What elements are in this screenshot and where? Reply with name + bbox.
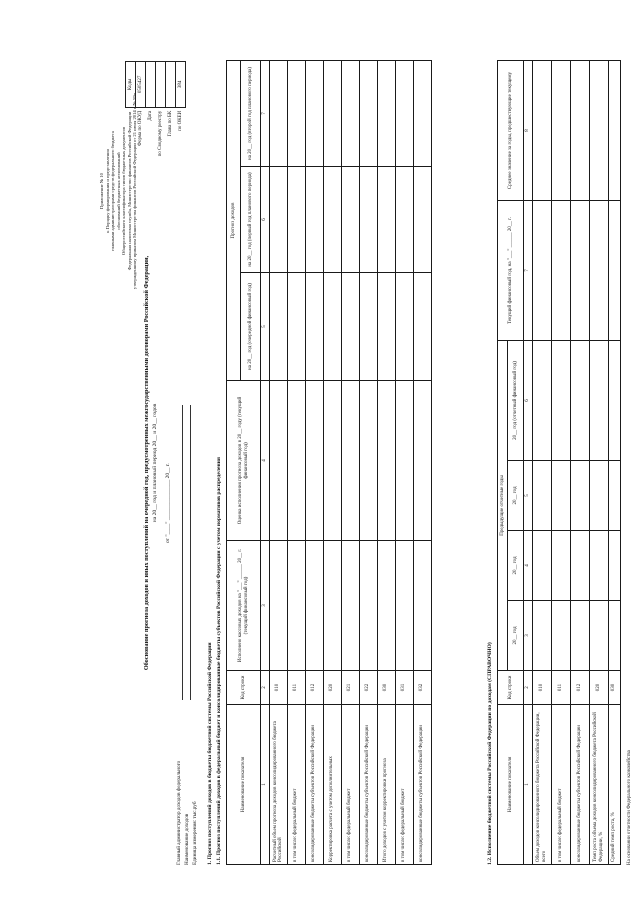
table-row	[287, 61, 305, 865]
value-cell[interactable]	[589, 341, 608, 461]
value-cell[interactable]	[305, 381, 323, 541]
value-cell[interactable]	[395, 61, 413, 167]
value-cell[interactable]	[323, 541, 341, 671]
row-name: в том числе: федеральный бюджет	[395, 705, 413, 865]
value-cell[interactable]	[341, 167, 359, 273]
col-header-name: Наименование показателя	[227, 705, 261, 865]
row-name: Объем доходов консолидированного бюджета Российской Федерации, всего	[532, 705, 551, 865]
row-name: консолидированные бюджеты субъектов Российской Федерации	[359, 705, 377, 865]
table-row	[359, 61, 377, 865]
col-header-forecast: Прогноз доходов	[227, 61, 241, 381]
col-number: 8	[524, 61, 533, 201]
value-cell[interactable]	[341, 541, 359, 671]
col-number: 2	[524, 671, 533, 705]
table-row	[377, 61, 395, 865]
value-cell[interactable]	[532, 61, 551, 201]
value-cell[interactable]	[377, 541, 395, 671]
header-note-line: Федеральная налоговая служба, Министерство финансов Российской Федерации	[126, 111, 132, 271]
value-cell[interactable]	[323, 381, 341, 541]
col-number: 5	[261, 273, 270, 381]
value-cell[interactable]	[551, 61, 570, 201]
row-code: 020	[589, 671, 608, 705]
value-cell[interactable]	[589, 201, 608, 341]
row-name: Корректировка расчета с учетом дополнительных	[323, 705, 341, 865]
value-cell[interactable]	[589, 61, 608, 201]
row-code: 011	[551, 671, 570, 705]
meta-admin-label: Главный администратор доходов федерального	[176, 760, 183, 865]
col-header-year-1: на 20__ год (очередной финансовый год)	[241, 273, 261, 381]
value-cell[interactable]	[377, 273, 395, 381]
col-header-year-3: на 20__ год (второй год планового периода)	[241, 61, 261, 167]
execution-table	[497, 60, 621, 865]
table-row	[608, 61, 620, 865]
value-cell[interactable]	[305, 541, 323, 671]
value-cell[interactable]	[551, 531, 570, 601]
col-number: 7	[261, 61, 270, 167]
row-code: 010	[269, 671, 287, 705]
value-cell[interactable]	[413, 381, 431, 541]
header-note-line: Общероссийского классификатора типов бюджетных документов	[121, 126, 126, 256]
col-number: 6	[524, 341, 533, 461]
row-name: Темп роста объема доходов консолидированного бюджета Российской Федерации, %	[589, 705, 608, 865]
code-value: 384	[176, 62, 186, 108]
value-cell[interactable]	[359, 167, 377, 273]
value-cell[interactable]	[570, 201, 589, 341]
code-label: Глава по БК	[167, 110, 173, 137]
value-cell[interactable]	[608, 461, 620, 531]
col-header-prior-3: 20__ год	[508, 461, 524, 531]
col-number: 4	[261, 381, 270, 541]
value-cell[interactable]	[305, 61, 323, 167]
col-header-prior-4: 20__ год (отчетный финансовый год)	[508, 341, 524, 461]
value-cell[interactable]	[377, 61, 395, 167]
value-cell[interactable]	[570, 531, 589, 601]
col-number: 7	[524, 201, 533, 341]
row-code: 011	[287, 671, 305, 705]
table-row	[570, 61, 589, 865]
code-value: 0505427	[136, 62, 146, 108]
header-note-line: к Порядку формирования и представления	[104, 149, 110, 233]
col-header-prior-years: Предыдущие отчетные годы	[498, 341, 508, 671]
row-code: 012	[305, 671, 323, 705]
document-date: от "____" _______________ 20__ г.	[165, 463, 171, 543]
col-header-year-2: на 20__ год (первый год планового периода)	[241, 167, 261, 273]
value-cell[interactable]	[608, 341, 620, 461]
value-cell[interactable]	[551, 461, 570, 531]
value-cell[interactable]	[305, 167, 323, 273]
meta-block	[175, 405, 199, 865]
forecast-table	[226, 60, 432, 865]
row-code: 020	[323, 671, 341, 705]
row-name: в том числе: федеральный бюджет	[551, 705, 570, 865]
table-row	[395, 61, 413, 865]
value-cell[interactable]	[608, 601, 620, 671]
value-cell[interactable]	[570, 61, 589, 201]
col-header-code: Код строки	[498, 671, 524, 705]
document-title: Обоснование прогноза доходов и иных поступлений на очередной год, предусмотренных межгосударственными договорами Российской Федерации,	[143, 255, 150, 671]
section-1-title: 1. Прогноз поступлений доходов в бюджеты бюджетной системы Российской Федерации	[207, 642, 213, 865]
value-cell[interactable]	[413, 61, 431, 167]
col-number: 3	[524, 601, 533, 671]
value-cell[interactable]	[323, 167, 341, 273]
row-name: в том числе: федеральный бюджет	[287, 705, 305, 865]
header-note-line: главными администраторами средств федерального бюджета	[110, 131, 115, 251]
col-header-average: Среднее значение за годы, предшествующие текущему	[498, 61, 524, 201]
table-row	[413, 61, 431, 865]
value-cell[interactable]	[287, 541, 305, 671]
col-header-estimate: Оценка исполнения прогноза доходов в 20__ году (текущий финансовый год)	[227, 381, 261, 541]
value-cell[interactable]	[305, 273, 323, 381]
row-code: 022	[359, 671, 377, 705]
col-number: 1	[524, 705, 533, 865]
row-code: 010	[532, 671, 551, 705]
value-cell[interactable]	[532, 461, 551, 531]
value-cell[interactable]	[395, 273, 413, 381]
value-cell[interactable]	[532, 341, 551, 461]
code-label: Форма по ОКУД	[137, 110, 143, 146]
code-value	[146, 62, 156, 108]
value-cell[interactable]	[341, 273, 359, 381]
table-row	[305, 61, 323, 865]
row-code: 012	[570, 671, 589, 705]
row-name: консолидированные бюджеты субъектов Российской Федерации	[305, 705, 323, 865]
row-name: Средний темп роста, %	[608, 705, 620, 865]
value-cell[interactable]	[532, 201, 551, 341]
value-cell[interactable]	[395, 541, 413, 671]
document-page	[95, 53, 640, 873]
row-code: 031	[395, 671, 413, 705]
value-cell[interactable]	[323, 61, 341, 167]
value-cell[interactable]	[359, 381, 377, 541]
footnote: На основании отчетности Федерального казначейства	[627, 750, 632, 865]
value-cell[interactable]	[341, 381, 359, 541]
row-code: 032	[413, 671, 431, 705]
value-cell[interactable]	[608, 61, 620, 201]
value-cell[interactable]	[589, 461, 608, 531]
code-value	[166, 62, 176, 108]
code-label: по Сводному реестру	[157, 110, 163, 157]
col-header-current: Текущий финансовый год, на "___" ______ 20__ г.	[498, 201, 524, 341]
value-cell[interactable]	[589, 531, 608, 601]
table-row	[269, 61, 287, 865]
row-name: Итого доходов с учетом корректировки прогноза	[377, 705, 395, 865]
value-cell[interactable]	[570, 341, 589, 461]
value-cell[interactable]	[377, 167, 395, 273]
row-name: консолидированные бюджеты субъектов Российской Федерации	[570, 705, 589, 865]
value-cell[interactable]	[532, 531, 551, 601]
header-note-line: утвержденному приказом Министерства финансов Российской Федерации от 21 июля 2014 г. № 59н	[132, 92, 137, 290]
col-header-name: Наименование показателя	[498, 705, 524, 865]
col-number: 3	[261, 541, 270, 671]
row-name: в том числе: федеральный бюджет	[341, 705, 359, 865]
value-cell[interactable]	[551, 601, 570, 671]
value-cell[interactable]	[359, 541, 377, 671]
value-cell[interactable]	[608, 531, 620, 601]
value-cell[interactable]	[413, 167, 431, 273]
table-row	[323, 61, 341, 865]
value-cell[interactable]	[269, 381, 287, 541]
value-cell[interactable]	[287, 273, 305, 381]
col-header-code: Код строки	[227, 671, 261, 705]
codes-box	[125, 61, 186, 211]
document-subtitle: на 20__ год и плановый период 20__ и 20__ годов	[152, 403, 158, 523]
value-cell[interactable]	[287, 381, 305, 541]
col-number: 2	[261, 671, 270, 705]
value-cell[interactable]	[395, 381, 413, 541]
header-note-line: обоснований бюджетных ассигнований	[115, 152, 121, 230]
col-header-executed: Исполнено кассовых доходов на "___" ______ 20__ г. (текущий финансовый год)	[227, 541, 261, 671]
table-row	[589, 61, 608, 865]
value-cell[interactable]	[551, 341, 570, 461]
value-cell[interactable]	[413, 541, 431, 671]
col-number: 4	[524, 531, 533, 601]
value-cell[interactable]	[589, 601, 608, 671]
value-cell[interactable]	[287, 167, 305, 273]
value-cell[interactable]	[377, 381, 395, 541]
code-label: по ОКЕИ	[177, 110, 183, 131]
codes-title: Коды	[126, 62, 136, 108]
value-cell[interactable]	[341, 61, 359, 167]
table-row	[532, 61, 551, 865]
value-cell[interactable]	[551, 201, 570, 341]
row-code: 030	[377, 671, 395, 705]
value-cell[interactable]	[269, 61, 287, 167]
meta-income-label: Наименование доходов	[184, 813, 191, 865]
table-row	[551, 61, 570, 865]
code-label: Дата	[147, 110, 153, 121]
col-number: 5	[524, 461, 533, 531]
section-1-1-title: 1.1. Прогноз поступлений доходов в федеральный бюджет и консолидированные бюджеты субъектов Российской Федерации с учетом нормативов распределения	[216, 457, 222, 865]
value-cell[interactable]	[413, 273, 431, 381]
value-cell[interactable]	[323, 273, 341, 381]
col-number: 6	[261, 167, 270, 273]
value-cell[interactable]	[287, 61, 305, 167]
section-1-2-title: 1.2. Исполнение бюджетной системы Российской Федерации по доходам (СПРАВОЧНО)	[487, 642, 493, 865]
col-number: 1	[261, 705, 270, 865]
row-code: 021	[341, 671, 359, 705]
col-header-prior-1: 20__ год	[508, 601, 524, 671]
value-cell[interactable]	[608, 201, 620, 341]
meta-unit-label: Единица измерения: тыс.руб	[192, 801, 199, 865]
value-cell[interactable]	[570, 601, 589, 671]
value-cell[interactable]	[269, 167, 287, 273]
value-cell[interactable]	[359, 61, 377, 167]
value-cell[interactable]	[269, 273, 287, 381]
header-note-line: Приложение № 10	[99, 173, 104, 209]
value-cell[interactable]	[395, 167, 413, 273]
table-row	[341, 61, 359, 865]
code-value	[156, 62, 166, 108]
value-cell[interactable]	[570, 461, 589, 531]
value-cell[interactable]	[269, 541, 287, 671]
row-code: 030	[608, 671, 620, 705]
row-name: Расчетный объем прогноза доходов консолидированного бюджета Российской	[269, 705, 287, 865]
col-header-prior-2: 20__ год	[508, 531, 524, 601]
value-cell[interactable]	[532, 601, 551, 671]
value-cell[interactable]	[359, 273, 377, 381]
row-name: консолидированные бюджеты субъектов Российской Федерации	[413, 705, 431, 865]
